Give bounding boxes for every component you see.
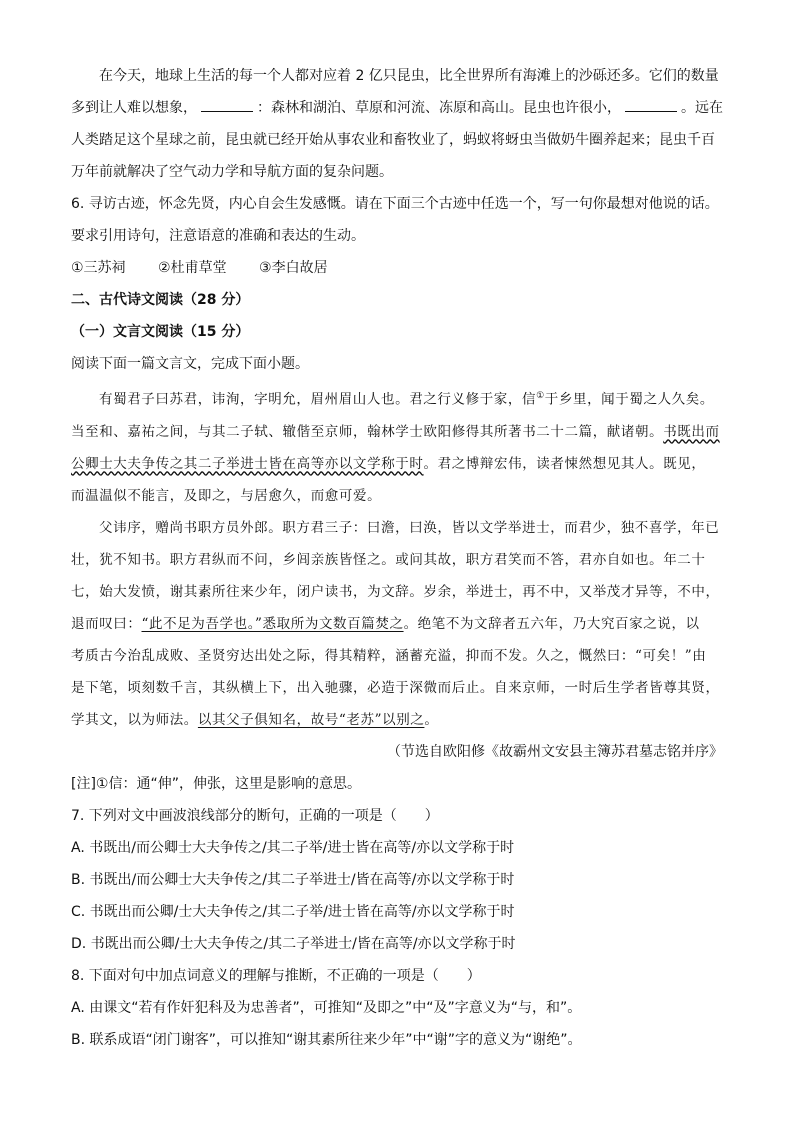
question-8-option-a[interactable]: A. 由课文“若有作奸犯科及为忠善者”，可推知“及即之”中“及”字意义为“与，和”。 [71,999,582,1016]
passage-line [71,608,723,640]
document-page [71,60,723,1056]
passage-text: 。绝笔不为文辞者五六年，乃大究百家之说，以 [403,615,700,632]
passage-text: 。 [424,711,439,728]
passage-text: 。君之博辩宏伟，读者悚然想见其人。既见， [423,455,706,472]
question-7-stem: 7. 下列对文中画波浪线部分的断句，正确的一项是（ ） [71,807,439,824]
passage-line [71,704,723,736]
underlined-text: “此不足为吾学也。”悉取所为文数百篇焚之 [141,615,404,632]
wavy-underlined-text: 公卿士大夫争传之其二子举进士皆在高等亦以文学称于时 [71,455,424,472]
intro-line-3: 人类踏足这个星球之前，昆虫就已经开始从事农业和畜牧业了，蚂蚁将蚜虫当做奶牛圈养起来；昆虫千百 [71,132,715,148]
passage-line: 是下笔，顷刻数千言，其纵横上下，出入驰骤，必造于深微而后止。自来京师，一时后生学者皆尊其贤， [71,679,720,696]
question-6-options [71,252,723,284]
option-item: ②杜甫草堂 [158,260,227,276]
passage-line: 七，始大发愤，谢其素所往来少年，闭户读书，为文辞。岁余，举进士，再不中，又举茂才异等，不中， [71,583,720,600]
question-8-option-b[interactable]: B. 联系成语“闭门谢客”，可以推知“谢其素所往来少年”中“谢”字的意义为“谢绝”。 [71,1031,582,1048]
passage-text: 于乡里，闻于蜀之人久矣。 [544,391,714,408]
intro-line-2 [71,92,723,124]
intro-line-1: 在今天，地球上生活的每一个人都对应着 2 亿只昆虫，比全世界所有海滩上的沙砾还多。它们的数量 [99,68,719,84]
question-7-option-a[interactable]: A. 书既出/而公卿士大夫争传之/其二子举/进士皆在高等/亦以文学称于时 [71,839,515,856]
passage-text: 退而叹曰： [71,615,142,632]
wavy-underlined-text: 书既出而 [663,423,720,440]
underlined-text: 以其父子俱知名，故号“老苏”以别之 [197,711,425,728]
passage-line: 父讳序，赠尚书职方员外郎。职方君三子：曰澹，曰涣，皆以文学举进士，而君少，独不喜学，年已 [99,519,720,536]
intro-text: ：森林和湖泊、草原和河流、冻原和高山。昆虫也许很小， [257,100,621,116]
passage-line: 壮，犹不知书。职方君纵而不问，乡闾亲族皆怪之。或问其故，职方君笑而不答，君亦自如也。年二十 [71,551,706,568]
passage-text: 学其文，以为师法。 [71,711,198,728]
passage-text: 当至和、嘉祐之间，与其二子轼、辙偕至京师，翰林学士欧阳修得其所著书二十二篇，献诸朝。 [71,423,664,440]
question-6-line-2: 要求引用诗句，注意语意的准确和表达的生动。 [71,228,365,244]
intro-text: 。远在 [681,100,723,116]
passage-line [71,416,723,448]
section-subtitle: （一）文言文阅读（15 分） [71,324,250,340]
footnote-mark: ① [536,391,545,401]
question-7-option-c[interactable]: C. 书既出而公卿/士大夫争传之/其二子举/进士皆在高等/亦以文学称于时 [71,903,515,920]
intro-line-4: 万年前就解决了空气动力学和导航方面的复杂问题。 [71,164,393,180]
passage-source: （节选自欧阳修《故霸州文安县主簿苏君墓志铭并序》 [387,743,723,760]
intro-text: 多到让人难以想象， [71,100,197,116]
question-7-option-b[interactable]: B. 书既出/而公卿士大夫争传之/其二子举进士/皆在高等/亦以文学称于时 [71,871,515,888]
passage-line [71,448,723,480]
fill-blank-2[interactable] [625,97,677,112]
fill-blank-1[interactable] [201,97,253,112]
footnote: [注]①信：通“伸”，伸张，这里是影响的意思。 [71,775,361,792]
question-7-option-d[interactable]: D. 书既出而公卿/士大夫争传之/其二子举进士/皆在高等/亦以文学称于时 [71,935,516,952]
passage-line: 而温温似不能言，及即之，与居愈久，而愈可爱。 [71,487,382,504]
option-item: ③李白故居 [259,260,328,276]
option-item: ①三苏祠 [71,260,126,276]
section-instruction: 阅读下面一篇文言文，完成下面小题。 [71,356,309,372]
passage-line: 考质古今治乱成败、圣贤穷达出处之际，得其精粹，涵蓄充溢，抑而不发。久之，慨然曰：“可矣！”由 [71,647,707,664]
question-6-line-1: 6. 寻访古迹，怀念先贤，内心自会生发感慨。请在下面三个古迹中任选一个，写一句你最想对他说的话。 [71,196,719,212]
section-title: 二、古代诗文阅读（28 分） [71,292,250,308]
passage-text: 有蜀君子曰苏君，讳洵，字明允，眉州眉山人也。君之行义修于家，信 [99,391,537,408]
question-8-stem: 8. 下面对句中加点词意义的理解与推断，不正确的一项是（ ） [71,967,481,984]
passage-line [71,380,723,416]
